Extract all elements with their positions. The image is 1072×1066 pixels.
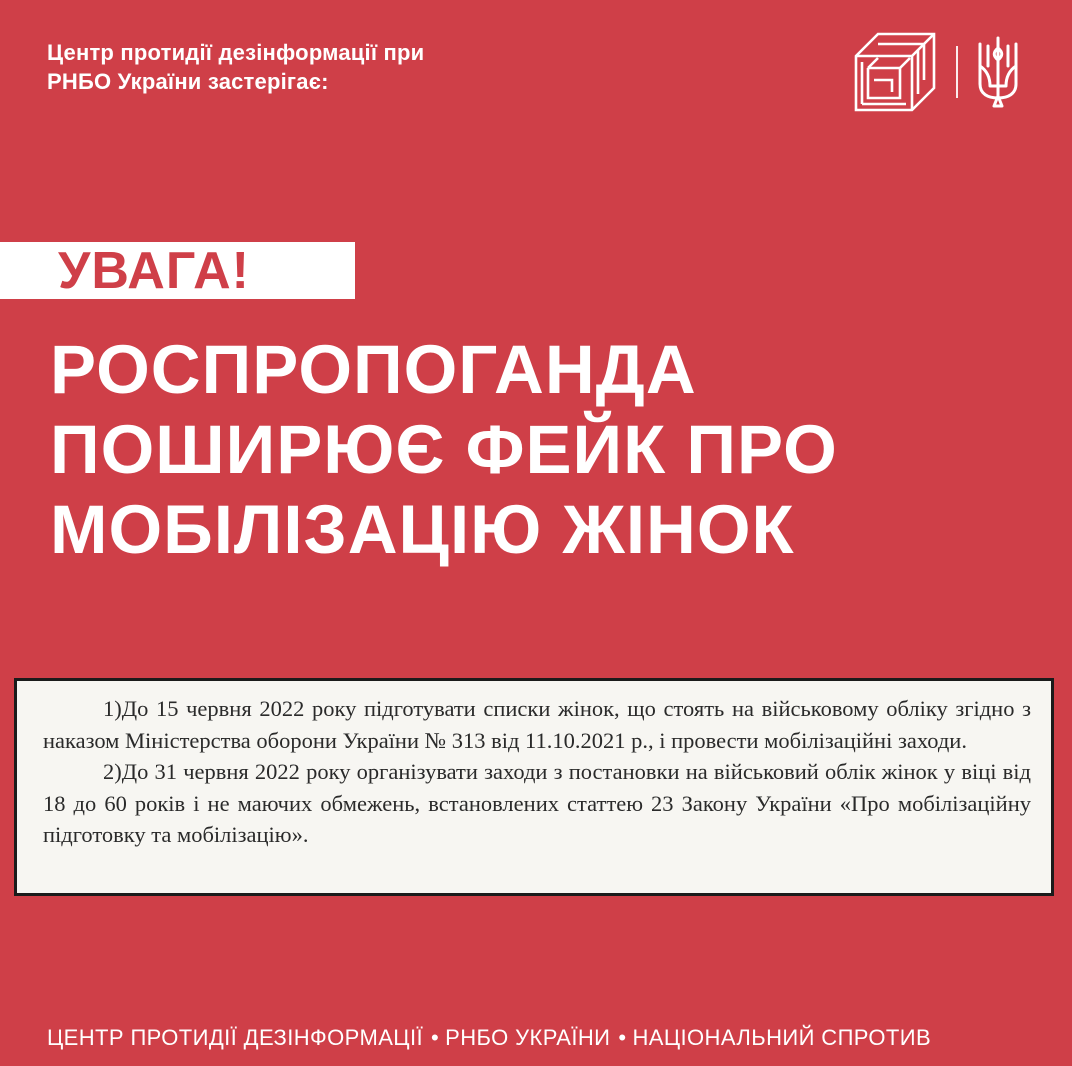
header-line-2: РНБО України застерігає: — [47, 69, 329, 94]
logo-divider — [956, 46, 958, 98]
header-caption — [47, 38, 607, 96]
footer-item-resistance: НАЦІОНАЛЬНИЙ СПРОТИВ — [632, 1025, 932, 1050]
headline-line-2: ПОШИРЮЄ ФЕЙК ПРО — [50, 411, 838, 488]
document-excerpt — [14, 678, 1054, 896]
cube-logo-icon — [852, 30, 938, 114]
headline-line-1: РОСПРОПОГАНДА — [50, 331, 697, 408]
headline — [50, 330, 1030, 570]
footer-separator: • — [431, 1025, 440, 1050]
document-paragraph-1: 1)До 15 червня 2022 року підготувати списки жінок, що стоять на військовому обліку згідно з наказом Міністерства оборони України № 313 від 11.10.2021 р., і провести мобілізаційні заходи. — [43, 696, 1031, 753]
document-text — [43, 693, 1031, 851]
footer-item-center: ЦЕНТР ПРОТИДІЇ ДЕЗІНФОРМАЦІЇ — [47, 1025, 424, 1050]
logos-group — [852, 30, 1032, 114]
headline-line-3: МОБІЛІЗАЦІЮ ЖІНОК — [50, 491, 795, 568]
header-line-1: Центр протидії дезінформації при — [47, 40, 425, 65]
trident-icon — [976, 36, 1020, 110]
attention-label: УВАГА! — [58, 242, 250, 300]
footer — [47, 1024, 1037, 1052]
footer-separator: • — [618, 1025, 627, 1050]
document-paragraph-2: 2)До 31 червня 2022 року організувати заходи з постановки на військовий облік жінок у віці від 18 до 60 років і не маючих обмежень, встановлених статтею 23 Закону України «Про мобілізаційну підготовку та мобілізацію». — [43, 759, 1031, 847]
attention-banner — [0, 242, 355, 299]
footer-item-rnbo: РНБО УКРАЇНИ — [445, 1025, 611, 1050]
